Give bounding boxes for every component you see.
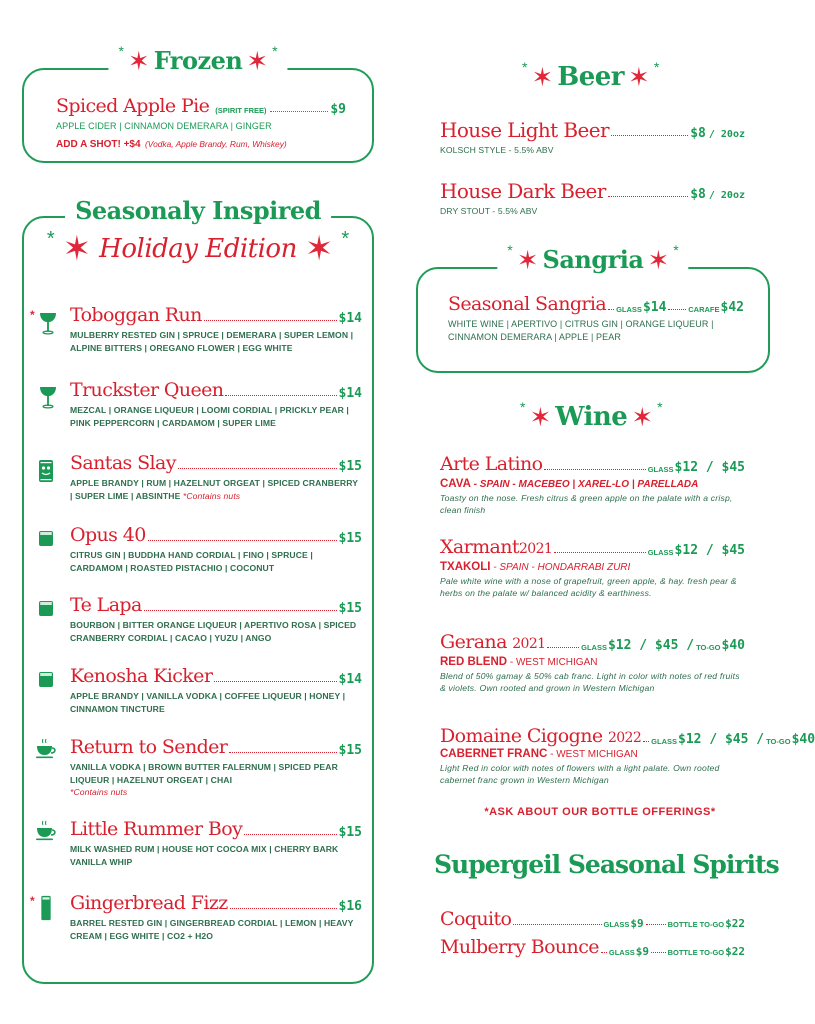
sparkle-star-icon: ✶ bbox=[516, 244, 539, 275]
small-star-icon: * bbox=[118, 42, 124, 59]
menu-item-kenosha-kicker bbox=[70, 667, 362, 716]
sparkle-star-icon: ✶ bbox=[246, 45, 269, 76]
menu-item-santas-slay bbox=[70, 454, 362, 503]
item-name: Coquito bbox=[440, 908, 512, 930]
wine-name: Gerana bbox=[440, 631, 507, 653]
carafe-label: CARAFE bbox=[688, 305, 720, 314]
wine-type: TXAKOLI bbox=[440, 561, 491, 573]
wine-name: Xarmant bbox=[440, 536, 519, 558]
teacup-icon bbox=[34, 818, 58, 844]
item-description: APPLE CIDER | CINNAMON DEMERARA | GINGER bbox=[56, 121, 272, 131]
spirits-title: Supergeil Seasonal Spirits bbox=[434, 850, 779, 879]
item-description: MILK WASHED RUM | HOUSE HOT COCOA MIX | CHERRY BARK VANILLA WHIP bbox=[70, 844, 339, 867]
coupe-glass-icon bbox=[38, 310, 58, 336]
item-description: DRY STOUT - 5.5% ABV bbox=[440, 206, 538, 216]
item-price: $9 bbox=[330, 102, 346, 117]
frozen-title: Frozen bbox=[153, 46, 243, 75]
leader-dots bbox=[270, 111, 329, 112]
small-star-icon: * bbox=[272, 42, 278, 59]
wine-item-domaine-cigogne bbox=[440, 725, 815, 786]
small-star-icon: * bbox=[653, 59, 660, 75]
wine-item-xarmant bbox=[440, 538, 745, 599]
glass-label: GLASS bbox=[603, 920, 630, 929]
spirit-item-mulberry-bounce bbox=[440, 938, 745, 957]
menu-item-return-to-sender bbox=[70, 738, 362, 797]
item-name: Kenosha Kicker bbox=[70, 665, 213, 687]
small-star-icon: * bbox=[657, 399, 663, 415]
leader-dots bbox=[643, 741, 649, 742]
wine-year: 2021 bbox=[512, 636, 546, 652]
glass-label: GLASS bbox=[581, 643, 607, 652]
wine-origin: - WEST MICHIGAN bbox=[507, 657, 598, 668]
sangria-header bbox=[497, 241, 688, 275]
item-name: Mulberry Bounce bbox=[440, 936, 599, 958]
frozen-header bbox=[108, 42, 287, 76]
small-star-icon: * bbox=[522, 59, 528, 75]
asterisk-marker: * bbox=[30, 894, 35, 908]
leader-dots bbox=[225, 395, 336, 396]
wine-varietal bbox=[440, 747, 745, 762]
note-text: *Contains nuts bbox=[70, 787, 128, 797]
item-size: / 20oz bbox=[708, 129, 745, 140]
menu-item-toboggan-run bbox=[70, 306, 362, 355]
contains-nuts-note: *Contains nuts bbox=[182, 491, 241, 501]
item-size: / 20oz bbox=[708, 190, 745, 201]
wine-title: Wine bbox=[555, 402, 628, 432]
collins-glass-icon bbox=[36, 894, 56, 922]
menu-item-te-lapa bbox=[70, 596, 362, 645]
item-name: Te Lapa bbox=[70, 594, 142, 616]
glass-price: $9 bbox=[635, 945, 649, 958]
wine-type: CABERNET FRANC bbox=[440, 748, 548, 760]
glass-label: GLASS bbox=[616, 305, 642, 314]
wine-type: CAVA bbox=[440, 478, 471, 490]
item-description: MULBERRY RESTED GIN | SPRUCE | DEMERARA | SUPER LEMON | ALPINE BITTERS | OREGANO FLOWER | EGG WHITE bbox=[70, 330, 354, 353]
bottle-label: BOTTLE TO-GO bbox=[667, 920, 725, 929]
leader-dots bbox=[646, 924, 666, 925]
item-name: Arte Latino bbox=[440, 453, 543, 475]
leader-dots bbox=[547, 647, 579, 648]
menu-item-little-rummer-boy bbox=[70, 820, 362, 869]
item-price: $16 bbox=[338, 899, 362, 914]
seasonal-box bbox=[22, 196, 374, 984]
item-price: $8 bbox=[690, 126, 706, 141]
seasonal-title: Seasonaly Inspired bbox=[75, 196, 321, 225]
item-name bbox=[440, 633, 545, 652]
leader-dots bbox=[651, 952, 666, 953]
sparkle-star-icon: ✶ bbox=[631, 402, 654, 432]
item-price: $12 / $45 bbox=[674, 460, 745, 475]
leader-dots bbox=[144, 610, 337, 611]
leader-dots bbox=[601, 952, 607, 953]
wine-varietal bbox=[440, 477, 745, 492]
sangria-title: Sangria bbox=[542, 245, 644, 274]
leader-dots bbox=[608, 196, 688, 197]
contains-nuts-note bbox=[70, 787, 362, 797]
glass-label: GLASS bbox=[608, 948, 635, 957]
menu-item-truckster-queen bbox=[70, 381, 362, 430]
item-price: $15 bbox=[338, 825, 362, 840]
small-star-icon: * bbox=[520, 399, 526, 415]
item-price: $14 bbox=[338, 311, 362, 326]
item-price: $15 bbox=[338, 459, 362, 474]
sangria-box bbox=[416, 241, 770, 373]
small-star-icon: * bbox=[341, 228, 350, 250]
togo-price: $40 bbox=[721, 638, 745, 653]
rocks-glass-icon bbox=[36, 665, 56, 691]
togo-price: $40 bbox=[791, 732, 815, 747]
item-name: Spiced Apple Pie bbox=[56, 95, 210, 117]
leader-dots bbox=[204, 320, 337, 321]
tasting-notes: Toasty on the nose. Fresh citrus & green apple on the palate with a crisp, clean finish bbox=[440, 493, 733, 515]
tasting-notes: Blend of 50% gamay & 50% cab franc. Light in color with notes of red fruits & violets. Own rooted and grown in Western Michigan bbox=[440, 671, 740, 693]
bottle-label: BOTTLE TO-GO bbox=[667, 948, 725, 957]
item-description: VANILLA VODKA | BROWN BUTTER FALERNUM | SPICED PEAR LIQUEUR | HAZELNUT ORGEAT | CHAI bbox=[70, 762, 338, 785]
beer-header bbox=[522, 59, 660, 92]
item-name: Toboggan Run bbox=[70, 304, 202, 326]
spirit-item-coquito bbox=[440, 910, 745, 929]
sparkle-star-icon: ✶ bbox=[531, 62, 554, 92]
leader-dots bbox=[668, 309, 686, 310]
asterisk-marker: * bbox=[30, 308, 35, 322]
bottle-price: $22 bbox=[725, 945, 745, 958]
item-name: Santas Slay bbox=[70, 452, 176, 474]
wine-varietal bbox=[440, 560, 745, 575]
menu-item-house-dark-beer bbox=[440, 181, 745, 218]
togo-label: TO-GO bbox=[696, 643, 721, 652]
small-star-icon: * bbox=[673, 241, 679, 258]
wine-type: RED BLEND bbox=[440, 656, 508, 668]
item-price: $15 bbox=[338, 743, 362, 758]
seasonal-header bbox=[65, 196, 331, 226]
glass-price: $14 bbox=[642, 300, 667, 315]
tasting-notes: Pale white wine with a nose of grapefruit, green apple, & hay. fresh pear & herbs on the palate w/ balanced acidity & earthiness. bbox=[440, 576, 737, 598]
rocks-glass-icon bbox=[36, 594, 56, 620]
leader-dots bbox=[244, 834, 336, 835]
item-name: Gingerbread Fizz bbox=[70, 892, 228, 914]
menu-item-opus-40 bbox=[70, 526, 362, 575]
rocks-glass-icon bbox=[36, 524, 56, 550]
sparkle-star-icon: ✶ bbox=[647, 244, 670, 275]
item-price: $14 bbox=[338, 386, 362, 401]
item-name: Truckster Queen bbox=[70, 379, 224, 401]
description-text: APPLE BRANDY | RUM | HAZELNUT ORGEAT | SPICED CRANBERRY | SUPER LIME | ABSINTHE bbox=[70, 478, 358, 501]
small-star-icon: * bbox=[507, 241, 513, 258]
menu-item-seasonal-sangria bbox=[448, 295, 744, 344]
bottle-price: $22 bbox=[725, 917, 745, 930]
togo-label: TO-GO bbox=[766, 737, 791, 746]
wine-header bbox=[520, 399, 663, 432]
leader-dots bbox=[229, 752, 336, 753]
glass-label: GLASS bbox=[647, 548, 674, 557]
item-price: $12 / $45 bbox=[674, 543, 745, 558]
item-name: Seasonal Sangria bbox=[448, 293, 607, 315]
leader-dots bbox=[608, 309, 614, 310]
wine-varietal bbox=[440, 655, 745, 670]
leader-dots bbox=[554, 552, 646, 553]
item-name bbox=[440, 727, 641, 746]
item-price: $12 / $45 / bbox=[607, 638, 695, 653]
add-shot-line bbox=[56, 134, 346, 152]
wine-item-arte-latino bbox=[440, 455, 745, 516]
item-description: CITRUS GIN | BUDDHA HAND CORDIAL | FINO | SPRUCE | CARDAMOM | ROASTED PISTACHIO | COCONUT bbox=[70, 550, 313, 573]
small-star-icon: * bbox=[46, 228, 55, 250]
teacup-icon bbox=[34, 736, 58, 762]
frozen-box bbox=[22, 42, 374, 163]
leader-dots bbox=[214, 681, 336, 682]
menu-item-spiced-apple-pie bbox=[56, 97, 346, 152]
add-shot-note: (Vodka, Apple Brandy, Rum, Whiskey) bbox=[145, 139, 287, 149]
leader-dots bbox=[230, 908, 337, 909]
menu-item-gingerbread-fizz bbox=[70, 894, 362, 943]
item-price: $14 bbox=[338, 672, 362, 687]
sparkle-star-icon: ✶ bbox=[628, 62, 650, 92]
item-name: Return to Sender bbox=[70, 736, 228, 758]
spirit-free-tag: (SPIRIT FREE) bbox=[215, 106, 267, 115]
item-price: $12 / $45 / bbox=[678, 732, 765, 747]
wine-year: 2022 bbox=[607, 730, 642, 746]
glass-label: GLASS bbox=[647, 465, 674, 474]
bottle-offerings-note: *ASK ABOUT OUR BOTTLE OFFERINGS* bbox=[484, 806, 716, 818]
item-description: KOLSCH STYLE - 5.5% ABV bbox=[440, 145, 554, 155]
item-name: Opus 40 bbox=[70, 524, 146, 546]
item-name: House Dark Beer bbox=[440, 179, 606, 203]
item-name bbox=[440, 538, 552, 557]
leader-dots bbox=[148, 540, 337, 541]
item-description: BARREL RESTED GIN | GINGERBREAD CORDIAL | LEMON | HEAVY CREAM | EGG WHITE | CO2 + H2O bbox=[70, 918, 354, 941]
sparkle-star-icon: ✶ bbox=[127, 45, 150, 76]
item-description: APPLE BRANDY | VANILLA VODKA | COFFEE LIQUEUR | HONEY | CINNAMON TINCTURE bbox=[70, 691, 346, 714]
leader-dots bbox=[611, 135, 688, 136]
add-shot-label: ADD A SHOT! +$4 bbox=[56, 139, 141, 150]
leader-dots bbox=[513, 924, 601, 925]
leader-dots bbox=[178, 468, 337, 469]
glass-price: $9 bbox=[630, 917, 644, 930]
sparkle-star-icon: ✶ bbox=[62, 230, 92, 268]
holiday-subtitle-row bbox=[24, 228, 372, 268]
item-price: $8 bbox=[690, 187, 706, 202]
coupe-glass-icon bbox=[38, 384, 58, 410]
carafe-price: $42 bbox=[720, 300, 744, 315]
item-description bbox=[70, 477, 362, 503]
sparkle-star-icon: ✶ bbox=[529, 402, 552, 432]
wine-origin: - SPAIN - MACEBEO | XAREL-LO | PARELLADA bbox=[470, 479, 699, 490]
glass-label: GLASS bbox=[651, 737, 678, 746]
item-price: $15 bbox=[338, 601, 362, 616]
wine-year: 2021 bbox=[518, 541, 553, 557]
menu-item-house-light-beer bbox=[440, 120, 745, 157]
tasting-notes: Light Red in color with notes of flowers with a light palate. Own rooted cabernet franc grown in Western Michigan bbox=[440, 763, 720, 785]
wine-origin: - SPAIN - HONDARRABI ZURI bbox=[490, 562, 631, 573]
item-description: MEZCAL | ORANGE LIQUEUR | LOOMI CORDIAL | PRICKLY PEAR | PINK PEPPERCORN | CARDAMOM | SUPER LIME bbox=[70, 405, 349, 428]
item-description: WHITE WINE | APERTIVO | CITRUS GIN | ORANGE LIQUEUR | CINNAMON DEMERARA | APPLE | PEAR bbox=[448, 319, 714, 342]
wine-item-gerana bbox=[440, 633, 745, 694]
item-description: BOURBON | BITTER ORANGE LIQUEUR | APERTIVO ROSA | SPICED CRANBERRY CORDIAL | CACAO | YUZU | ANGO bbox=[70, 620, 357, 643]
wine-origin: - WEST MICHIGAN bbox=[547, 749, 638, 760]
wine-name: Domaine Cigogne bbox=[440, 725, 603, 747]
leader-dots bbox=[544, 469, 645, 470]
beer-title: Beer bbox=[557, 62, 625, 92]
sparkle-star-icon: ✶ bbox=[304, 230, 334, 268]
item-price: $15 bbox=[338, 531, 362, 546]
holiday-subtitle: Holiday Edition bbox=[99, 234, 297, 264]
item-name: Little Rummer Boy bbox=[70, 818, 243, 840]
tiki-mug-icon bbox=[36, 458, 56, 484]
item-name: House Light Beer bbox=[440, 118, 609, 142]
